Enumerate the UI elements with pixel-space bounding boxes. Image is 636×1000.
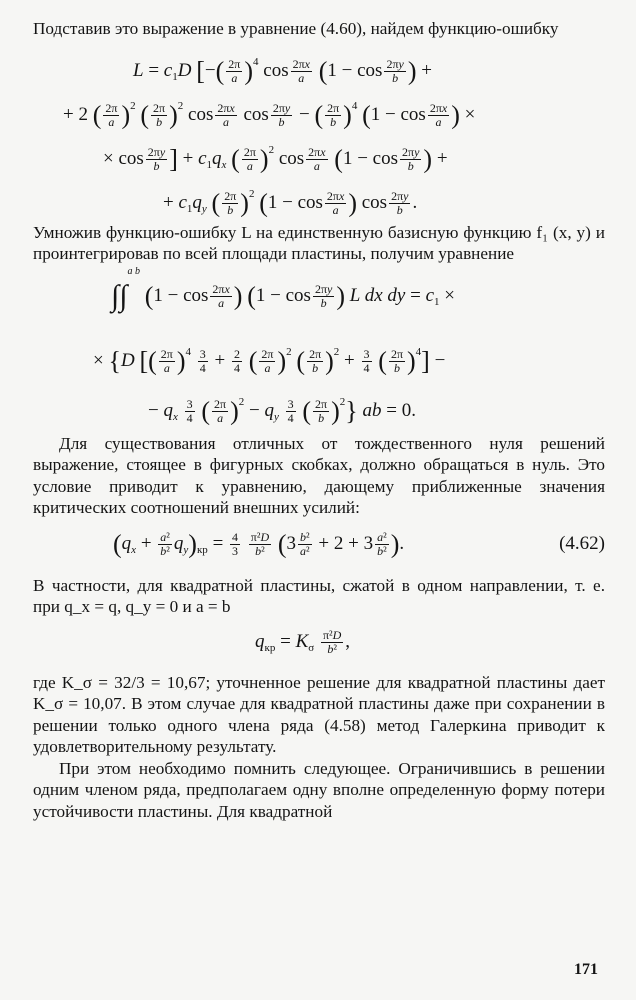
equation-L-line-3: × cos $\frac{2\pi y}{b}$ ] + $c_1q_x$ ( $\frac{2\pi}{a}$ )$^2$ cos $\frac{2\pi x}{a}$ (1 − cos $\frac{2\pi y}{b}$ ) + — [103, 143, 448, 174]
paragraph-intro: Подставив это выражение в уравнение (4.60), найдем функцию-ошибку — [33, 19, 559, 38]
equation-L-line-1: $L = c_1D$ [−( $\frac{2\pi}{a}$ )$^4$ cos $\frac{2\pi x}{a}$ (1 − cos $\frac{2\pi y}{b}$ ) + — [133, 55, 432, 86]
paragraph-multiply: Умножив функцию-ошибку L на единственную базисную функцию f₁ (x, y) и проинтегрировав по всей площади пластины, получим уравнение — [33, 222, 605, 263]
paragraph-existence: Для существования отличных от тождественного нуля решений выражение, стоящее в фигурных скобках, должно обращаться в нуль. Это условие приводит к уравнению, дающему приближенные значения критических соотношений внешних усилий: — [33, 433, 605, 517]
equation-4-62: ($q_x$ + $\frac{\text{a²}}{\text{b²}}$ $q_y)_{кр}$ = $\frac{4}{3}$ $\frac{\text{π²D}}{\text{b²}}$ (3 $\frac{\text{b²}}{\text{a²}}$ + 2 + 3 $\frac{\text{a²}}{\text{b²}}$ ). (4.62) — [33, 519, 605, 569]
equation-L-line-4: + $c_1q_y$ ( $\frac{2\pi}{b}$ )$^2$ (1 − cos $\frac{2\pi x}{a}$ ) cos $\frac{2\pi y}{b}$ . — [163, 187, 418, 218]
equation-number: (4.62) — [559, 532, 605, 554]
equation-qcr: $q_{кр} = K_\sigma$ $\frac{\text{π²D}}{\text{b²}}$ , — [255, 627, 351, 656]
equation-integral-line-1: ∫∫$^{a b}$ (1 − cos $\frac{2\pi x}{a}$ ) (1 − cos $\frac{2\pi y}{b}$ ) L dx dy = $c_1$ × — [111, 265, 455, 313]
paragraph-square-plate: В частности, для квадратной пластины, сжатой в одном направлении, т. е. при q_x = q, q_y = 0 и a = b — [33, 575, 605, 616]
paragraph-remember: При этом необходимо помнить следующее. Ограничившись в решении одним членом ряда, предполагаем одну вполне определенную форму потери устойчивости пластины. Для квадратной — [33, 758, 605, 821]
equation-integral-line-3: − $q_x$ $\frac{3}{4}$ ( $\frac{2\pi}{a}$ )$^2 - q_y$ $\frac{3}{4}$ ( $\frac{2\pi}{b}$ )$^2$} ab = 0. — [148, 395, 416, 426]
page-body — [33, 18, 605, 822]
page-number: 171 — [574, 961, 598, 978]
equation-integral-line-2: × {D [( $\frac{2\pi}{a}$ )$^4$ $\frac{3}{4}$ + $\frac{2}{4}$ ( $\frac{2\pi}{a}$ )$^2$ ( $\frac{2\pi}{b}$ )$^2$ + $\frac{3}{4}$ ( $\frac{2\pi}{b}$ )$^4$] − — [93, 345, 446, 376]
paragraph-coefficient: где K_σ = 32/3 = 10,67; уточненное решение для квадратной пластины дает K_σ = 10,07. В этом случае для квадратной пластины даже при сохранении в решении только одного члена ряда (4.58) метод Галеркина приводит к удовлетворительному результату. — [33, 672, 605, 756]
equation-L-line-2: + 2 ( $\frac{2\pi}{a}$ )$^2$ ( $\frac{2\pi}{b}$ )$^2$ cos $\frac{2\pi x}{a}$ cos $\frac{2\pi y}{b}$ − ( $\frac{2\pi}{b}$ )$^4$ (1 − cos $\frac{2\pi x}{a}$ ) × — [63, 99, 476, 130]
